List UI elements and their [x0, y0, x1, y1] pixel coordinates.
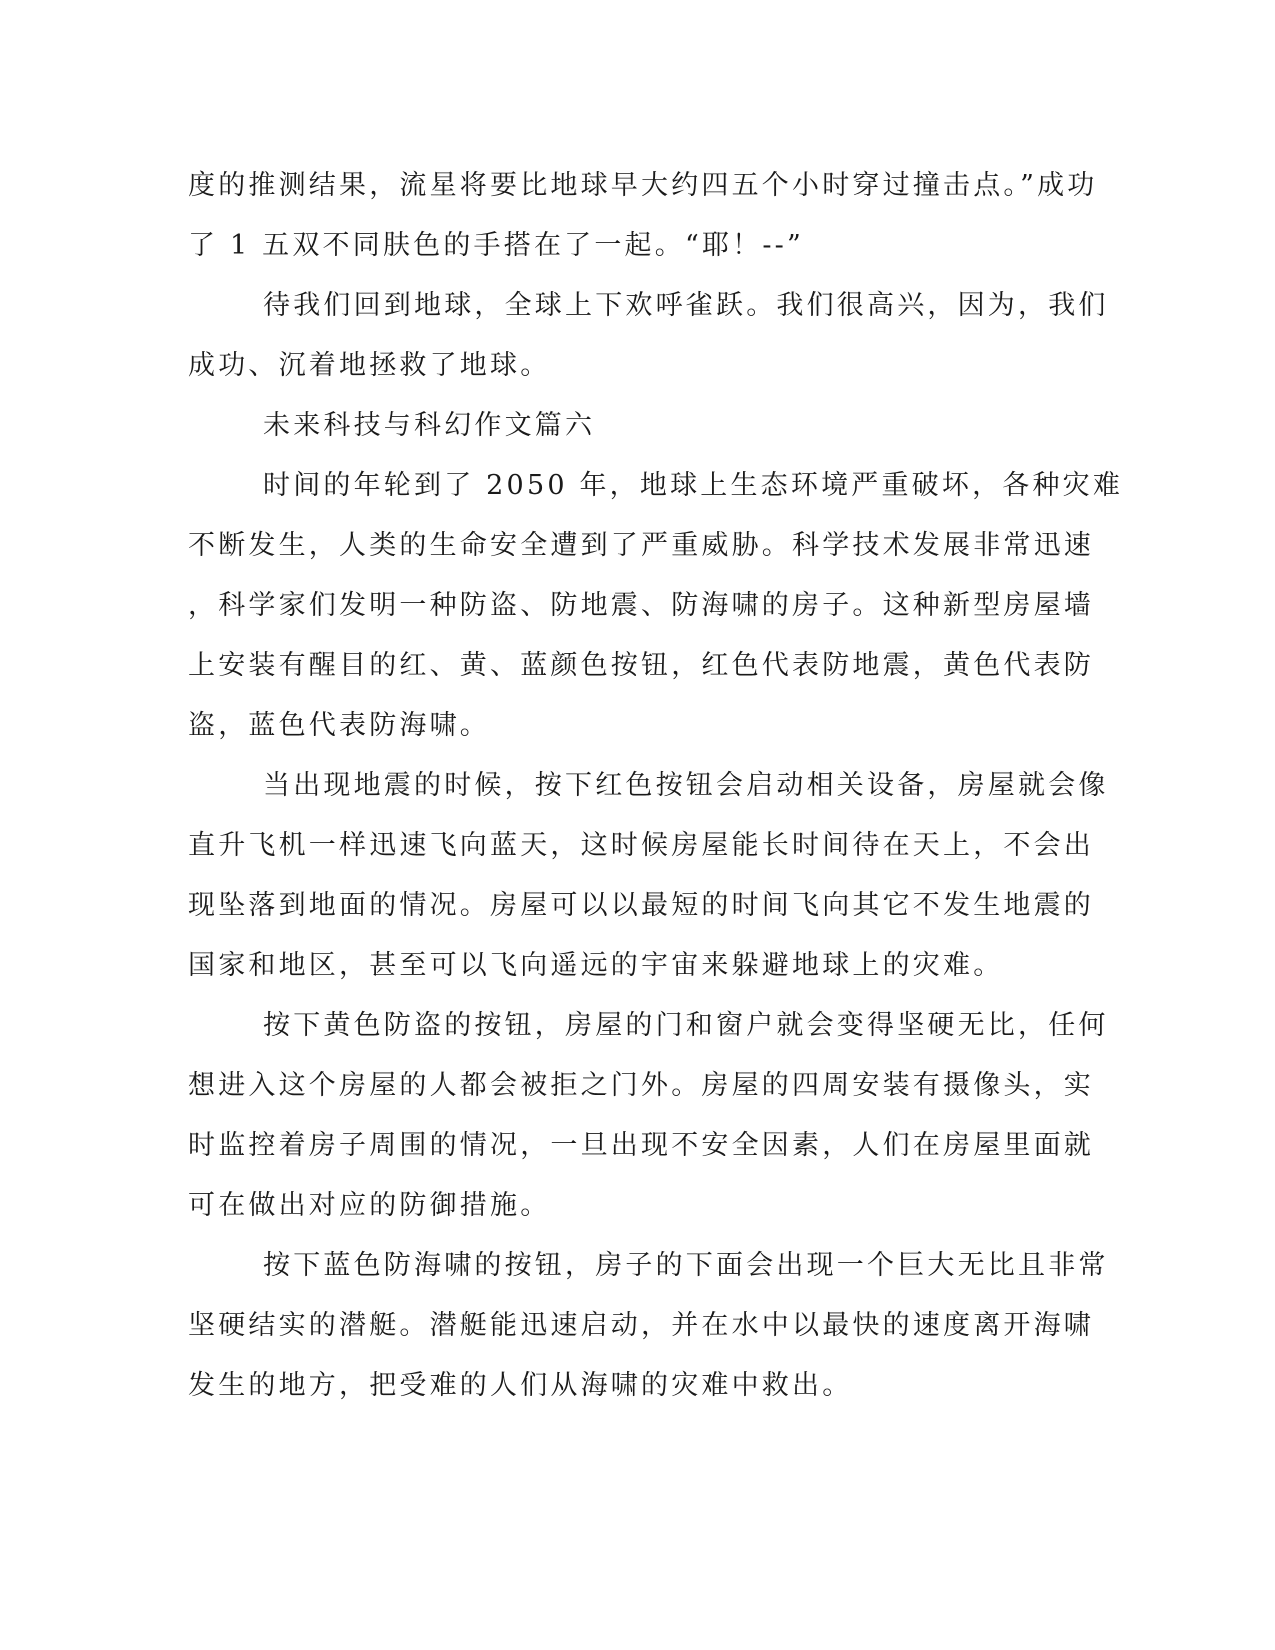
paragraph-start-line: 按下蓝色防海啸的按钮，房子的下面会出现一个巨大无比且非常: [263, 1250, 1109, 1281]
section-heading: 未来科技与科幻作文篇六: [263, 410, 596, 441]
text-line: 了 1 五双不同肤色的手搭在了一起。“耶！--”: [188, 230, 804, 261]
text-line: 度的推测结果，流星将要比地球早大约四五个小时穿过撞击点。”成功: [188, 170, 1098, 201]
text-line: ，科学家们发明一种防盗、防地震、防海啸的房子。这种新型房屋墙: [188, 590, 1094, 621]
text-line: 现坠落到地面的情况。房屋可以以最短的时间飞向其它不发生地震的: [188, 890, 1094, 921]
text-line: 可在做出对应的防御措施。: [188, 1190, 551, 1221]
text-line: 时监控着房子周围的情况，一旦出现不安全因素，人们在房屋里面就: [188, 1130, 1094, 1161]
text-line: 成功、沉着地拯救了地球。: [188, 350, 551, 381]
paragraph-start-line: 待我们回到地球，全球上下欢呼雀跃。我们很高兴，因为，我们: [263, 290, 1109, 321]
text-line: 上安装有醒目的红、黄、蓝颜色按钮，红色代表防地震，黄色代表防: [188, 650, 1094, 681]
text-line: 发生的地方，把受难的人们从海啸的灾难中救出。: [188, 1370, 853, 1401]
paragraph-start-line: 时间的年轮到了 2050 年，地球上生态环境严重破坏，各种灾难: [263, 470, 1124, 501]
text-line: 国家和地区，甚至可以飞向遥远的宇宙来躲避地球上的灾难。: [188, 950, 1004, 981]
text-line: 直升飞机一样迅速飞向蓝天，这时候房屋能长时间待在天上，不会出: [188, 830, 1094, 861]
text-line: 坚硬结实的潜艇。潜艇能迅速启动，并在水中以最快的速度离开海啸: [188, 1310, 1094, 1341]
paragraph-start-line: 按下黄色防盗的按钮，房屋的门和窗户就会变得坚硬无比，任何: [263, 1010, 1109, 1041]
essay-text: [188, 156, 1124, 1416]
text-line: 想进入这个房屋的人都会被拒之门外。房屋的四周安装有摄像头，实: [188, 1070, 1094, 1101]
text-line: 盗，蓝色代表防海啸。: [188, 710, 490, 741]
text-line: 不断发生，人类的生命安全遭到了严重威胁。科学技术发展非常迅速: [188, 530, 1094, 561]
paragraph-start-line: 当出现地震的时候，按下红色按钮会启动相关设备，房屋就会像: [263, 770, 1109, 801]
